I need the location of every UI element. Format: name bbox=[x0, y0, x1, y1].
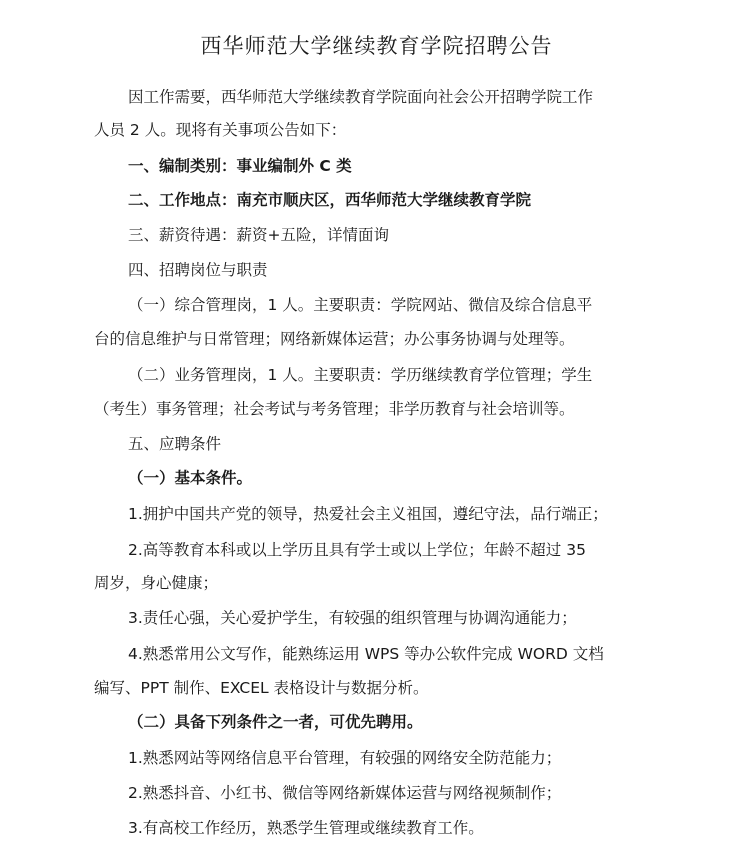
basic-conditions-heading: （一）基本条件。 bbox=[128, 469, 253, 487]
section-3-salary: 三、薪资待遇：薪资+五险，详情面询 bbox=[128, 226, 389, 244]
basic-condition-4-line-1: 4.熟悉常用公文写作，能熟练运用 WPS 等办公软件完成 WORD 文档 bbox=[128, 645, 604, 663]
section-4-positions-heading: 四、招聘岗位与职责 bbox=[128, 261, 268, 279]
section-5-requirements-heading: 五、应聘条件 bbox=[128, 435, 222, 453]
basic-condition-4-line-2: 编写、PPT 制作、EXCEL 表格设计与数据分析。 bbox=[94, 679, 429, 697]
section-1-staffing-category: 一、编制类别：事业编制外 C 类 bbox=[128, 157, 352, 175]
basic-condition-2-line-2: 周岁，身心健康； bbox=[94, 574, 219, 592]
position-1-line-1: （一）综合管理岗，1 人。主要职责：学院网站、微信及综合信息平 bbox=[128, 296, 593, 314]
document-title: 西华师范大学继续教育学院招聘公告 bbox=[200, 34, 553, 58]
basic-condition-2-line-1: 2.高等教育本科或以上学历且具有学士或以上学位；年龄不超过 35 bbox=[128, 541, 586, 559]
intro-line-2: 人员 2 人。现将有关事项公告如下： bbox=[94, 121, 347, 139]
position-1-line-2: 台的信息维护与日常管理；网络新媒体运营；办公事务协调与处理等。 bbox=[94, 330, 575, 348]
position-2-line-2: （考生）事务管理；社会考试与考务管理；非学历教育与社会培训等。 bbox=[94, 400, 575, 418]
preferred-conditions-heading: （二）具备下列条件之一者，可优先聘用。 bbox=[128, 713, 423, 731]
preferred-condition-3: 3.有高校工作经历，熟悉学生管理或继续教育工作。 bbox=[128, 819, 484, 837]
basic-condition-1: 1.拥护中国共产党的领导，热爱社会主义祖国，遵纪守法，品行端正； bbox=[128, 505, 608, 523]
intro-line-1: 因工作需要，西华师范大学继续教育学院面向社会公开招聘学院工作 bbox=[128, 88, 594, 106]
preferred-condition-2: 2.熟悉抖音、小红书、微信等网络新媒体运营与网络视频制作； bbox=[128, 784, 562, 802]
position-2-line-1: （二）业务管理岗，1 人。主要职责：学历继续教育学位管理；学生 bbox=[128, 366, 593, 384]
preferred-condition-1: 1.熟悉网站等网络信息平台管理，有较强的网络安全防范能力； bbox=[128, 749, 562, 767]
section-2-work-location: 二、工作地点：南充市顺庆区，西华师范大学继续教育学院 bbox=[128, 191, 532, 209]
basic-condition-3: 3.责任心强，关心爱护学生，有较强的组织管理与协调沟通能力； bbox=[128, 609, 577, 627]
